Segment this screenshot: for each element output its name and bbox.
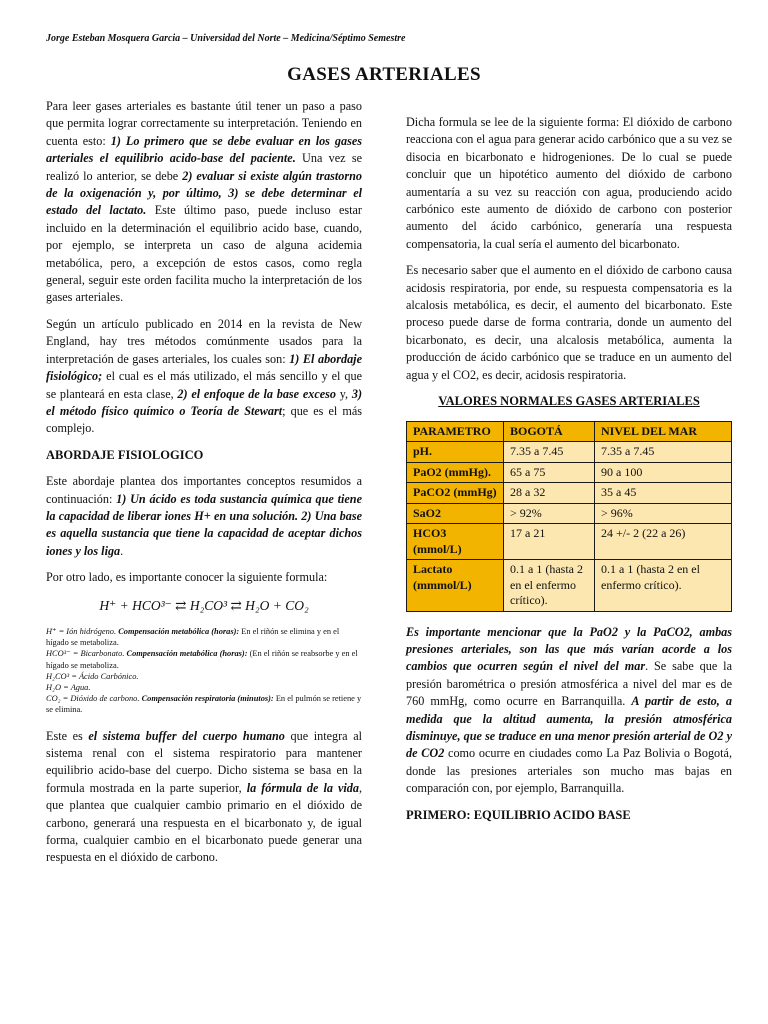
table-row bbox=[407, 442, 732, 463]
emphasis-run: Es importante mencionar que la PaO2 y la PaCO2, ambas presiones arteriales, son las que más varían acorde a los cambios que ocurren según el nivel del mar bbox=[406, 624, 732, 674]
text-run: Este abordaje plantea dos importantes conceptos resumidos a continuación: bbox=[46, 474, 362, 506]
formula-notes bbox=[46, 626, 362, 716]
note-desc: En el riñón se elimina y en el hígado se metaboliza. bbox=[46, 626, 340, 648]
buffer-formula: H⁺ + HCO³⁻ ⇄ H₂CO³ ⇄ H₂O + CO₂ bbox=[99, 597, 309, 613]
right-column bbox=[406, 114, 732, 833]
note-water bbox=[46, 682, 362, 693]
note-desc: (En el riñón se reabsorbe y en el hígado se metaboliza. bbox=[46, 649, 358, 670]
note-term: CO₂ = Dióxido de carbono. bbox=[46, 694, 140, 704]
text-run: . Se sabe que la presión barométrica o presión atmosférica a nivel del mar es de 760 mmHg, como ocurre en Barranquilla. bbox=[406, 659, 732, 709]
emphasis-run: 3) el método físico químico o Teoría de Stewart bbox=[46, 386, 362, 418]
formula-intro: Por otro lado, es importante conocer la siguiente formula: bbox=[46, 570, 328, 585]
note-term: H⁺ = Ión hidrógeno. bbox=[46, 626, 117, 636]
note-hydrogen bbox=[46, 626, 362, 648]
value-cell: 28 a 32 bbox=[504, 483, 595, 504]
page-title: GASES ARTERIALES bbox=[287, 64, 481, 85]
note-term: H₂O = Agua. bbox=[46, 682, 91, 692]
value-cell: 7.35 a 7.45 bbox=[504, 442, 595, 463]
note-comp: Compensación metabólica (horas): bbox=[124, 649, 248, 659]
text-run: Este último paso, puede incluso estar incluido en la determinación el equilibrio acido base, cuando, por ejemplo, se interpreta un caso de alguna acidemia metabólica, pero, a excepción de estos casos, como regla general, seguir este orden facilita mucho la interpretación de los gases arteriales. bbox=[46, 203, 362, 305]
value-cell: 90 a 100 bbox=[595, 462, 732, 483]
text-run: y, bbox=[335, 386, 352, 401]
table-row bbox=[407, 503, 732, 524]
note-bicarbonate bbox=[46, 648, 362, 670]
note-comp: Compensación respiratoria (minutos): bbox=[139, 694, 274, 704]
text-run: Una vez se realizó lo anterior, se debe bbox=[46, 151, 362, 183]
value-cell: 65 a 75 bbox=[504, 462, 595, 483]
table-row bbox=[407, 462, 732, 483]
header-cell: BOGOTÁ bbox=[504, 421, 595, 442]
normal-values-table bbox=[406, 421, 732, 612]
note-term: H₂CO³ = Ácido Carbónico. bbox=[46, 671, 139, 681]
note-carbonic-acid bbox=[46, 671, 362, 682]
intro-paragraph bbox=[46, 98, 362, 307]
text-run: el cual es el más utilizado, el más sencillo y el que se planteará en esta clase, bbox=[46, 369, 362, 401]
param-cell: SaO2 bbox=[407, 503, 504, 524]
emphasis-run: 1) Lo primero que se debe evaluar en los gases arteriales el equilibrio acido-base del paciente. bbox=[46, 133, 362, 166]
param-cell: Lactato (mmmol/L) bbox=[407, 560, 504, 612]
value-cell: > 96% bbox=[595, 503, 732, 524]
table-row bbox=[407, 560, 732, 612]
buffer-paragraph bbox=[46, 728, 362, 867]
header-cell: NIVEL DEL MAR bbox=[595, 421, 732, 442]
text-run: Este es bbox=[46, 728, 89, 743]
page-header: Jorge Esteban Mosquera Garcia – Universidad del Norte – Medicina/Séptimo Semestre bbox=[46, 33, 406, 44]
text-run: . bbox=[120, 543, 124, 558]
value-cell: 0.1 a 1 (hasta 2 en el enfermo crítico). bbox=[504, 560, 595, 612]
note-co2 bbox=[46, 693, 362, 715]
param-cell: PaCO2 (mmHg) bbox=[407, 483, 504, 504]
emphasis-run: 1) Un ácido es toda sustancia química que tiene la capacidad de liberar iones H+ en una solución. 2) Una base es aquella sustancia que tiene la capacidad de aceptar dichos iones y los liga bbox=[46, 491, 362, 558]
emphasis-run: la fórmula de la vida bbox=[246, 780, 359, 795]
value-cell: 17 a 21 bbox=[504, 524, 595, 560]
text-run: que integra al sistema renal con el sistema respiratorio para mantener equilibrio acido-base del cuerpo. Dicho sistema se basa en la formula mostrada en la parte superior, bbox=[46, 728, 362, 795]
left-column bbox=[46, 98, 362, 876]
emphasis-run: 2) el enfoque de la base exceso bbox=[177, 386, 336, 401]
formula-explanation-paragraph: Dicha formula se lee de la siguiente forma: El dióxido de carbono reacciona con el agua para generar acido carbónico que a su vez se disocia en bicarbonato e hidrogeniones. De lo cual se puede concluir que un hipotético aumento del dióxido de carbono aumentaría a su vez su reacción con agua, produciendo acido carbónico este aumento de dióxido de carbono con posterior aumento del ácido carbónico, generaría una respuesta compensatoria, la cual sería el aumento del bicarbonato. bbox=[406, 115, 732, 251]
table-header-row bbox=[407, 421, 732, 442]
text-run: como ocurre en ciudades como La Paz Bolivia o Bogotá, donde las presiones arteriales son mucho mas bajas en comparación con, por ejemplo, Barranquilla. bbox=[406, 746, 732, 796]
emphasis-run: A partir de esto, a medida que la altitud aumenta, la presión atmosférica disminuye, que se traduce en una menor presión arterial de O2 y de CO2 bbox=[406, 694, 732, 761]
value-cell: > 92% bbox=[504, 503, 595, 524]
param-cell: pH. bbox=[407, 442, 504, 463]
section-heading-equilibrio: PRIMERO: EQUILIBRIO ACIDO BASE bbox=[406, 807, 631, 822]
methods-paragraph bbox=[46, 316, 362, 438]
note-desc: En el pulmón se retiene y se elimina. bbox=[46, 694, 362, 715]
table-title: VALORES NORMALES GASES ARTERIALES bbox=[438, 394, 700, 409]
section-heading-abordaje: ABORDAJE FISIOLOGICO bbox=[46, 447, 204, 462]
note-comp: Compensación metabólica (horas): bbox=[116, 626, 240, 636]
text-run: Para leer gases arteriales es bastante útil tener un paso a paso que permita lograr correctamente su interpretación. Teniendo en cuenta esto: bbox=[46, 99, 362, 148]
text-run: , que plantea que cualquier cambio primario en el dióxido de carbono, generará una respuesta en el bicarbonato y, de igual forma, cualquier cambio en el bicarbonato puede generar una respuesta en el dióxido de carbono. bbox=[46, 780, 362, 865]
concepts-paragraph bbox=[46, 473, 362, 560]
value-cell: 24 +/- 2 (22 a 26) bbox=[595, 524, 732, 560]
header-cell: PARAMETRO bbox=[407, 421, 504, 442]
emphasis-run: 2) evaluar si existe algún trastorno de la oxigenación y, por último, 3) se debe determinar el estado del lactato. bbox=[46, 168, 362, 218]
text-run: Según un artículo publicado en 2014 en la revista de New England, hay tres métodos comúnmente usados para la interpretación de gases arteriales, los cuales son: bbox=[46, 316, 362, 366]
table-row bbox=[407, 524, 732, 560]
altitude-paragraph bbox=[406, 624, 732, 798]
emphasis-run: el sistema buffer del cuerpo humano bbox=[88, 728, 285, 743]
value-cell: 0.1 a 1 (hasta 2 en el enfermo crítico). bbox=[595, 560, 732, 612]
text-run: ; que es el más complejo. bbox=[46, 403, 362, 436]
param-cell: PaO2 (mmHg). bbox=[407, 462, 504, 483]
note-term: HCO³⁻ = Bicarbonato. bbox=[46, 649, 125, 659]
compensation-paragraph: Es necesario saber que el aumento en el dióxido de carbono causa acidosis respiratoria, por ende, su respuesta compensatoria es la alcalosis metabólica, es decir, el aumento del bicarbonato. Este proceso puede darse de forma contraria, donde un aumento del bicarbonato, es decir, una alcalosis metabólica, aumenta la producción de ácido carbónico que se traduce en un aumento del agua y el CO2, es decir, acidosis respiratoria. bbox=[406, 263, 732, 382]
emphasis-run: 1) El abordaje fisiológico; bbox=[46, 351, 362, 384]
param-cell: HCO3 (mmol/L) bbox=[407, 524, 504, 560]
value-cell: 35 a 45 bbox=[595, 483, 732, 504]
table-row bbox=[407, 483, 732, 504]
value-cell: 7.35 a 7.45 bbox=[595, 442, 732, 463]
